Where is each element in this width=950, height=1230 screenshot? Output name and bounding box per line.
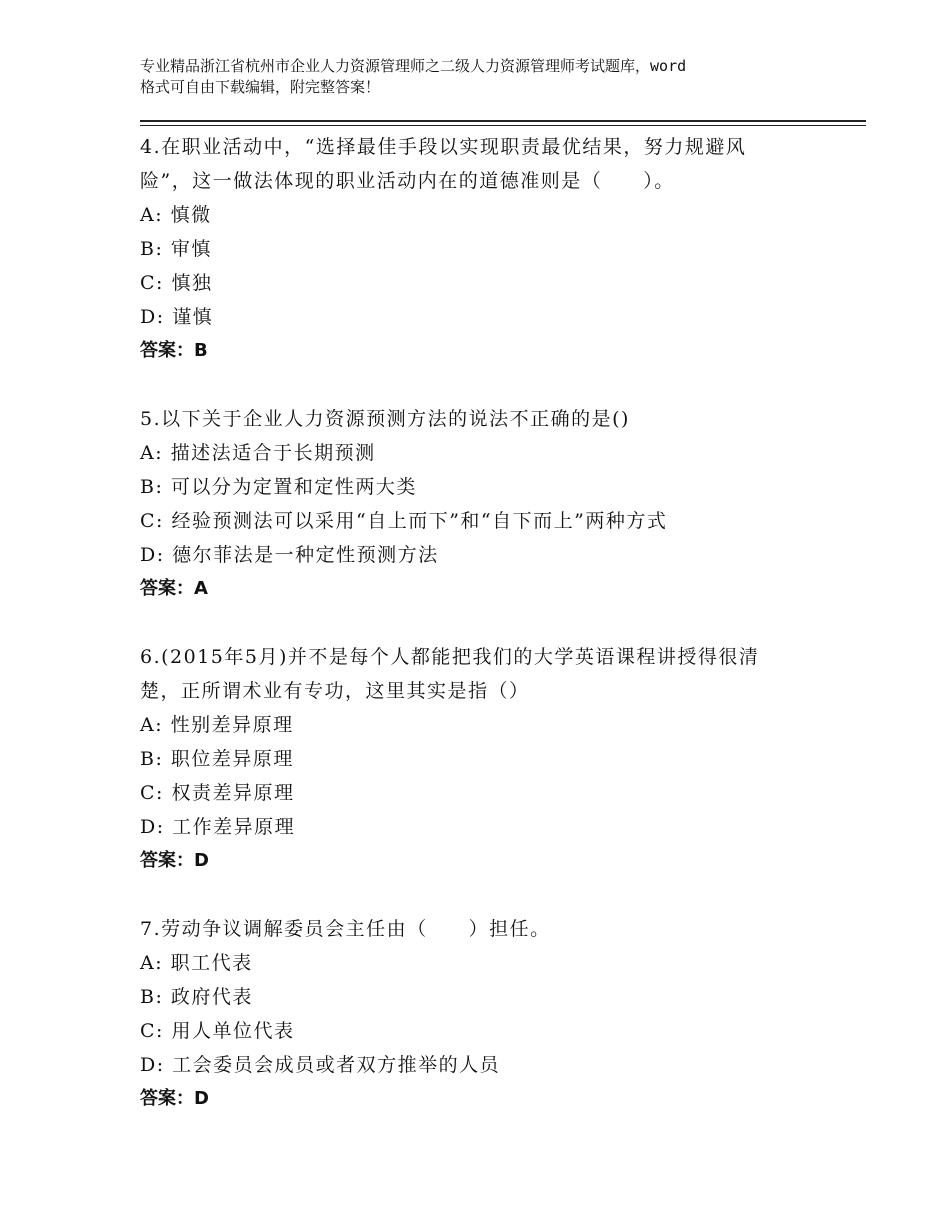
- option-a: A: 描述法适合于长期预测: [140, 442, 376, 464]
- option-b: B: 职位差异原理: [140, 748, 294, 770]
- document-header: [140, 56, 840, 98]
- question-list: [140, 130, 820, 1116]
- spacer: [140, 368, 820, 402]
- option-a: A: 性别差异原理: [140, 714, 294, 736]
- question-text-line: 4.在职业活动中，“选择最佳手段以实现职责最优结果，努力规避风: [140, 136, 747, 158]
- option-b: B: 政府代表: [140, 986, 253, 1008]
- question-5: [140, 402, 820, 606]
- option-d: D: 工作差异原理: [140, 816, 296, 838]
- question-4: [140, 130, 820, 368]
- question-text-line: 楚，正所谓术业有专功，这里其实是指（）: [140, 680, 530, 702]
- option-c: C: 用人单位代表: [140, 1020, 295, 1042]
- header-rule-thin: [140, 125, 866, 126]
- header-line-1: 专业精品浙江省杭州市企业人力资源管理师之二级人力资源管理师考试题库，word: [140, 57, 687, 75]
- option-d: D: 德尔菲法是一种定性预测方法: [140, 544, 439, 566]
- option-b: B: 可以分为定置和定性两大类: [140, 476, 417, 498]
- answer: 答案：B: [140, 340, 208, 361]
- answer: 答案：A: [140, 578, 208, 599]
- question-6: [140, 640, 820, 878]
- question-text-line: 7.劳动争议调解委员会主任由（ ）担任。: [140, 918, 551, 940]
- option-d: D: 谨慎: [140, 306, 214, 328]
- option-d: D: 工会委员会成员或者双方推举的人员: [140, 1054, 501, 1076]
- answer: 答案：D: [140, 850, 209, 871]
- header-rule-thick: [140, 120, 866, 122]
- spacer: [140, 606, 820, 640]
- question-text-line: 5.以下关于企业人力资源预测方法的说法不正确的是(): [140, 408, 630, 430]
- option-c: C: 权责差异原理: [140, 782, 295, 804]
- question-text-line: 6.(2015年5月)并不是每个人都能把我们的大学英语课程讲授得很清: [140, 646, 760, 668]
- option-b: B: 审慎: [140, 238, 212, 260]
- option-c: C: 经验预测法可以采用“自上而下”和“自下而上”两种方式: [140, 510, 668, 532]
- question-7: [140, 912, 820, 1116]
- option-c: C: 慎独: [140, 272, 213, 294]
- question-text-line: 险”，这一做法体现的职业活动内在的道德准则是（ ）。: [140, 170, 675, 192]
- header-line-2: 格式可自由下载编辑，附完整答案！: [140, 78, 381, 96]
- option-a: A: 职工代表: [140, 952, 253, 974]
- option-a: A: 慎微: [140, 204, 212, 226]
- spacer: [140, 878, 820, 912]
- answer: 答案：D: [140, 1088, 209, 1109]
